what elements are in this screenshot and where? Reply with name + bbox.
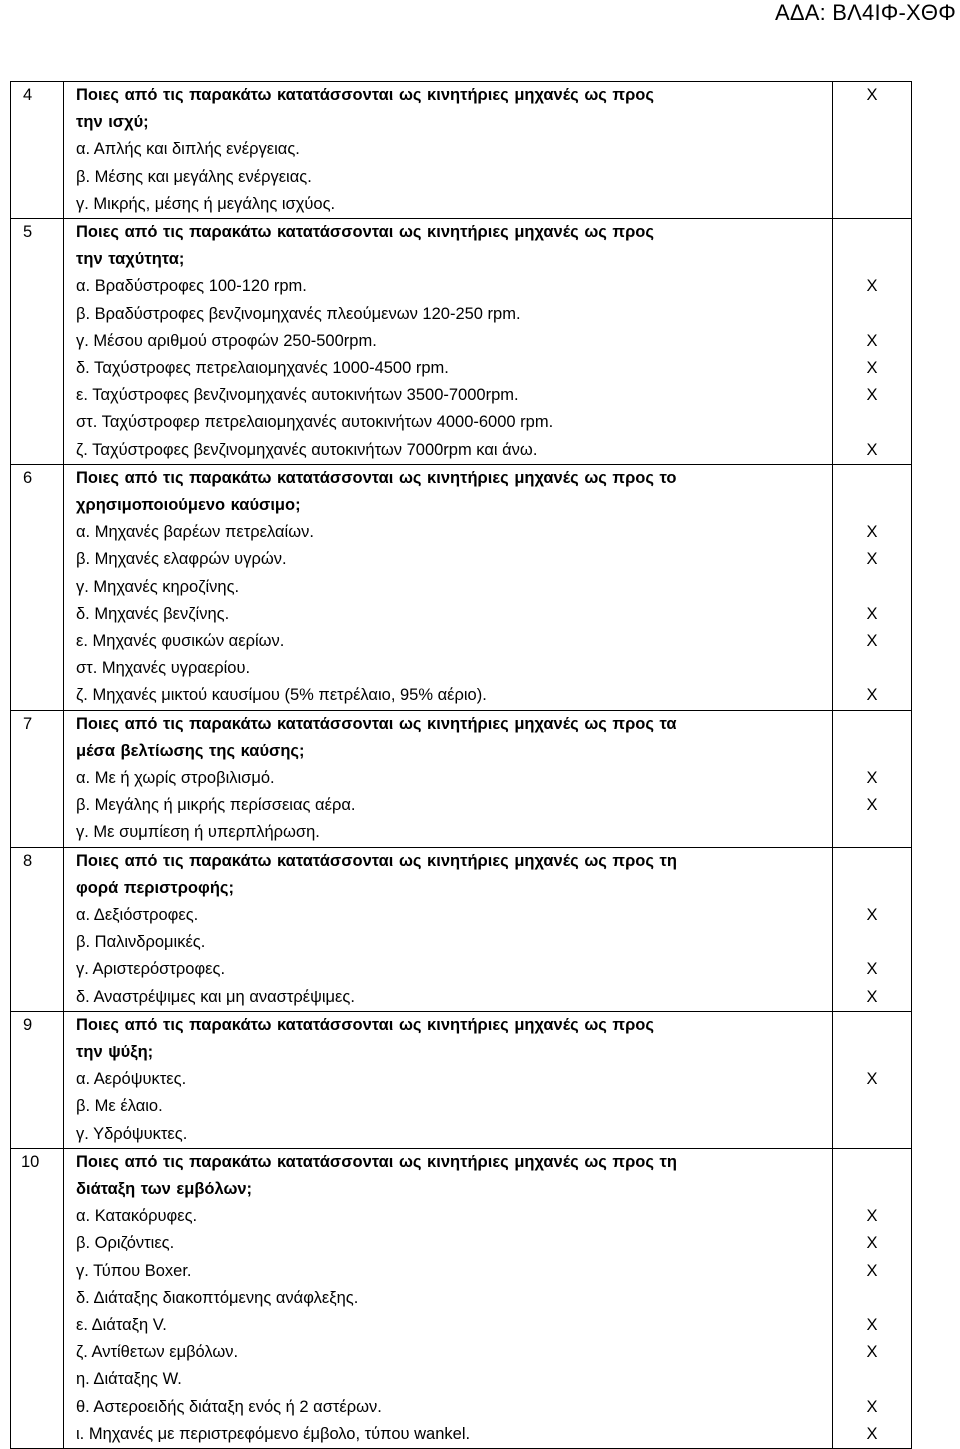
- option-number-cell: [11, 902, 64, 929]
- question-mark: [833, 1148, 912, 1203]
- option-number-cell: [11, 1203, 64, 1230]
- option-text: ι. Μηχανές με περιστρεφόμενο έμβολο, τύπου wankel.: [64, 1421, 833, 1449]
- option-row: [11, 1093, 912, 1120]
- option-row: [11, 1339, 912, 1366]
- question-number: 7: [11, 710, 64, 765]
- option-mark: Χ: [833, 519, 912, 546]
- option-text: β. Μηχανές ελαφρών υγρών.: [64, 546, 833, 573]
- question-number: 6: [11, 464, 64, 519]
- option-number-cell: [11, 136, 64, 163]
- option-number-cell: [11, 984, 64, 1012]
- option-row: [11, 792, 912, 819]
- option-number-cell: [11, 1121, 64, 1149]
- option-number-cell: [11, 655, 64, 682]
- option-text: γ. Με συμπίεση ή υπερπλήρωση.: [64, 819, 833, 847]
- question-mark: [833, 1011, 912, 1066]
- question-row: [11, 464, 912, 519]
- option-mark: Χ: [833, 546, 912, 573]
- question-row: [11, 82, 912, 137]
- option-number-cell: [11, 792, 64, 819]
- option-row: [11, 136, 912, 163]
- option-row: [11, 682, 912, 710]
- option-text: α. Απλής και διπλής ενέργειας.: [64, 136, 833, 163]
- option-text: ε. Μηχανές φυσικών αερίων.: [64, 628, 833, 655]
- option-text: στ. Μηχανές υγραερίου.: [64, 655, 833, 682]
- option-mark: Χ: [833, 765, 912, 792]
- option-number-cell: [11, 273, 64, 300]
- option-text: ζ. Μηχανές μικτού καυσίμου (5% πετρέλαιο, 95% αέριο).: [64, 682, 833, 710]
- question-number: 8: [11, 847, 64, 902]
- option-text: α. Βραδύστροφες 100-120 rpm.: [64, 273, 833, 300]
- option-text: γ. Μικρής, μέσης ή μεγάλης ισχύος.: [64, 191, 833, 219]
- question-mark: [833, 847, 912, 902]
- option-number-cell: [11, 819, 64, 847]
- option-mark: Χ: [833, 328, 912, 355]
- option-number-cell: [11, 437, 64, 465]
- option-mark: Χ: [833, 792, 912, 819]
- question-text-line: Ποιες από τις παρακάτω κατατάσσονται ως κινητήριες μηχανές ως προς τη: [76, 1152, 677, 1171]
- option-text: α. Κατακόρυφες.: [64, 1203, 833, 1230]
- option-row: [11, 437, 912, 465]
- question-number: 9: [11, 1011, 64, 1066]
- option-row: [11, 1394, 912, 1421]
- option-text: θ. Αστεροειδής διάταξη ενός ή 2 αστέρων.: [64, 1394, 833, 1421]
- option-number-cell: [11, 956, 64, 983]
- option-row: [11, 929, 912, 956]
- option-text: ε. Διάταξη V.: [64, 1312, 833, 1339]
- question-text-line: Ποιες από τις παρακάτω κατατάσσονται ως κινητήριες μηχανές ως προς: [76, 86, 654, 104]
- option-row: [11, 191, 912, 219]
- question-row: [11, 1011, 912, 1066]
- option-mark: [833, 1121, 912, 1149]
- option-row: [11, 273, 912, 300]
- option-mark: Χ: [833, 1312, 912, 1339]
- option-mark: Χ: [833, 1203, 912, 1230]
- option-text: δ. Ταχύστροφες πετρελαιομηχανές 1000-4500 rpm.: [64, 355, 833, 382]
- option-mark: [833, 164, 912, 191]
- option-row: [11, 382, 912, 409]
- question-text-line: διάταξη των εμβόλων;: [76, 1179, 253, 1198]
- question-row: [11, 218, 912, 273]
- option-row: [11, 1230, 912, 1257]
- option-text: α. Μηχανές βαρέων πετρελαίων.: [64, 519, 833, 546]
- question-text-line: χρησιμοποιούμενο καύσιμο;: [76, 495, 301, 514]
- option-row: [11, 1312, 912, 1339]
- question-number: 5: [11, 218, 64, 273]
- option-text: β. Με έλαιο.: [64, 1093, 833, 1120]
- question-mark: Χ: [833, 82, 912, 137]
- option-mark: Χ: [833, 273, 912, 300]
- option-mark: [833, 1285, 912, 1312]
- question-text-line: φορά περιστροφής;: [76, 878, 234, 897]
- option-number-cell: [11, 409, 64, 436]
- option-text: β. Παλινδρομικές.: [64, 929, 833, 956]
- option-text: η. Διάταξης W.: [64, 1366, 833, 1393]
- option-text: β. Οριζόντιες.: [64, 1230, 833, 1257]
- question-text: [64, 847, 833, 902]
- option-text: α. Αερόψυκτες.: [64, 1066, 833, 1093]
- option-row: [11, 655, 912, 682]
- option-row: [11, 164, 912, 191]
- option-mark: Χ: [833, 1339, 912, 1366]
- questions-table: [10, 81, 912, 1449]
- option-row: [11, 902, 912, 929]
- option-text: ζ. Ταχύστροφες βενζινομηχανές αυτοκινήτων 7000rpm και άνω.: [64, 437, 833, 465]
- option-text: δ. Αναστρέψιμες και μη αναστρέψιμες.: [64, 984, 833, 1012]
- question-text-line: την ισχύ;: [76, 113, 149, 132]
- question-text: [64, 82, 833, 137]
- option-row: [11, 519, 912, 546]
- question-mark: [833, 464, 912, 519]
- option-text: α. Με ή χωρίς στροβιλισμό.: [64, 765, 833, 792]
- option-mark: Χ: [833, 1066, 912, 1093]
- question-text-line: την ταχύτητα;: [76, 250, 185, 269]
- question-text-line: Ποιες από τις παρακάτω κατατάσσονται ως κινητήριες μηχανές ως προς: [76, 1015, 654, 1034]
- option-number-cell: [11, 1258, 64, 1285]
- question-text-line: την ψύξη;: [76, 1042, 154, 1061]
- option-row: [11, 1203, 912, 1230]
- option-row: [11, 984, 912, 1012]
- option-text: δ. Διάταξης διακοπτόμενης ανάφλεξης.: [64, 1285, 833, 1312]
- option-mark: Χ: [833, 355, 912, 382]
- option-row: [11, 1366, 912, 1393]
- option-mark: Χ: [833, 902, 912, 929]
- option-row: [11, 1421, 912, 1449]
- option-row: [11, 574, 912, 601]
- option-mark: [833, 655, 912, 682]
- option-number-cell: [11, 328, 64, 355]
- option-number-cell: [11, 382, 64, 409]
- option-text: δ. Μηχανές βενζίνης.: [64, 601, 833, 628]
- question-text-line: Ποιες από τις παρακάτω κατατάσσονται ως κινητήριες μηχανές ως προς τα: [76, 714, 677, 733]
- question-row: [11, 847, 912, 902]
- option-row: [11, 956, 912, 983]
- option-number-cell: [11, 519, 64, 546]
- option-mark: [833, 191, 912, 219]
- option-number-cell: [11, 765, 64, 792]
- option-mark: Χ: [833, 956, 912, 983]
- option-number-cell: [11, 355, 64, 382]
- option-text: γ. Μηχανές κηροζίνης.: [64, 574, 833, 601]
- option-number-cell: [11, 601, 64, 628]
- option-number-cell: [11, 1339, 64, 1366]
- option-number-cell: [11, 1230, 64, 1257]
- option-number-cell: [11, 1421, 64, 1449]
- option-number-cell: [11, 1312, 64, 1339]
- question-number: 10: [11, 1148, 64, 1203]
- option-row: [11, 819, 912, 847]
- option-text: γ. Μέσου αριθμού στροφών 250-500rpm.: [64, 328, 833, 355]
- option-mark: Χ: [833, 437, 912, 465]
- option-number-cell: [11, 164, 64, 191]
- option-row: [11, 1285, 912, 1312]
- question-text-line: Ποιες από τις παρακάτω κατατάσσονται ως κινητήριες μηχανές ως προς το: [76, 468, 677, 487]
- option-number-cell: [11, 1394, 64, 1421]
- option-number-cell: [11, 929, 64, 956]
- question-text: [64, 710, 833, 765]
- option-mark: Χ: [833, 1230, 912, 1257]
- question-text: [64, 1011, 833, 1066]
- option-row: [11, 301, 912, 328]
- option-mark: [833, 409, 912, 436]
- option-text: στ. Ταχύστροφερ πετρελαιομηχανές αυτοκινήτων 4000-6000 rpm.: [64, 409, 833, 436]
- option-number-cell: [11, 1093, 64, 1120]
- option-row: [11, 601, 912, 628]
- option-mark: [833, 136, 912, 163]
- question-text: [64, 218, 833, 273]
- option-row: [11, 1258, 912, 1285]
- option-text: γ. Τύπου Boxer.: [64, 1258, 833, 1285]
- option-row: [11, 1121, 912, 1149]
- option-number-cell: [11, 1366, 64, 1393]
- option-number-cell: [11, 191, 64, 219]
- option-number-cell: [11, 301, 64, 328]
- option-mark: Χ: [833, 984, 912, 1012]
- option-text: β. Βραδύστροφες βενζινομηχανές πλεούμενων 120-250 rpm.: [64, 301, 833, 328]
- question-text: [64, 1148, 833, 1203]
- option-mark: [833, 1366, 912, 1393]
- option-mark: [833, 301, 912, 328]
- question-mark: [833, 710, 912, 765]
- question-number: 4: [11, 82, 64, 137]
- option-number-cell: [11, 1285, 64, 1312]
- option-row: [11, 546, 912, 573]
- option-text: γ. Αριστερόστροφες.: [64, 956, 833, 983]
- question-text-line: Ποιες από τις παρακάτω κατατάσσονται ως κινητήριες μηχανές ως προς τη: [76, 851, 677, 870]
- option-mark: Χ: [833, 1394, 912, 1421]
- option-number-cell: [11, 574, 64, 601]
- document-code: ΑΔΑ: ΒΛ4ΙΦ-ΧΘΦ: [774, 0, 956, 25]
- option-text: α. Δεξιόστροφες.: [64, 902, 833, 929]
- question-row: [11, 1148, 912, 1203]
- option-number-cell: [11, 682, 64, 710]
- question-mark: [833, 218, 912, 273]
- question-row: [11, 710, 912, 765]
- option-mark: Χ: [833, 382, 912, 409]
- option-mark: [833, 819, 912, 847]
- option-mark: [833, 1093, 912, 1120]
- option-mark: [833, 574, 912, 601]
- option-number-cell: [11, 546, 64, 573]
- option-mark: Χ: [833, 628, 912, 655]
- option-mark: Χ: [833, 1258, 912, 1285]
- option-text: γ. Υδρόψυκτες.: [64, 1121, 833, 1149]
- option-mark: Χ: [833, 601, 912, 628]
- option-text: β. Μεγάλης ή μικρής περίσσειας αέρα.: [64, 792, 833, 819]
- option-number-cell: [11, 1066, 64, 1093]
- option-text: β. Μέσης και μεγάλης ενέργειας.: [64, 164, 833, 191]
- option-row: [11, 628, 912, 655]
- option-text: ζ. Αντίθετων εμβόλων.: [64, 1339, 833, 1366]
- option-mark: Χ: [833, 1421, 912, 1449]
- option-mark: Χ: [833, 682, 912, 710]
- question-text: [64, 464, 833, 519]
- option-row: [11, 355, 912, 382]
- option-row: [11, 409, 912, 436]
- option-mark: [833, 929, 912, 956]
- option-text: ε. Ταχύστροφες βενζινομηχανές αυτοκινήτων 3500-7000rpm.: [64, 382, 833, 409]
- option-number-cell: [11, 628, 64, 655]
- option-row: [11, 765, 912, 792]
- option-row: [11, 328, 912, 355]
- question-text-line: μέσα βελτίωσης της καύσης;: [76, 741, 305, 760]
- question-text-line: Ποιες από τις παρακάτω κατατάσσονται ως κινητήριες μηχανές ως προς: [76, 222, 654, 241]
- option-row: [11, 1066, 912, 1093]
